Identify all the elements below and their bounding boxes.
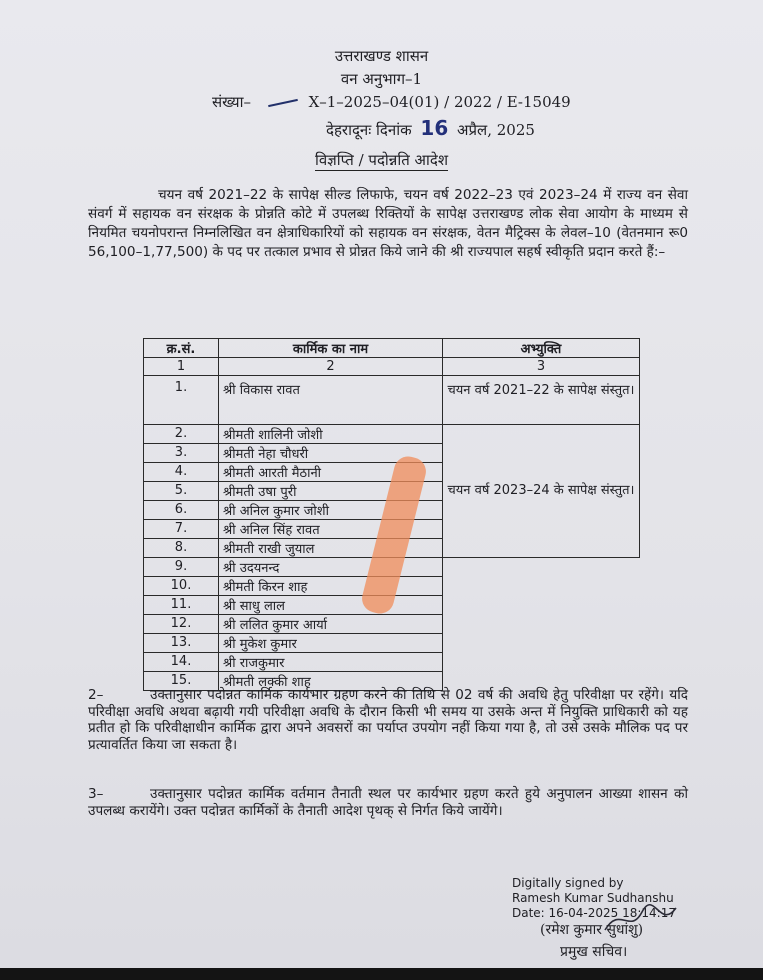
- row-name: श्रीमती नेहा चौधरी: [219, 443, 443, 462]
- row-name: श्री अनिल सिंह रावत: [219, 519, 443, 538]
- row-serial: 9.: [144, 557, 219, 576]
- row-name: श्रीमती शालिनी जोशी: [219, 424, 443, 443]
- row-serial: 8.: [144, 538, 219, 557]
- strike-mark: [268, 99, 298, 107]
- paragraph-2-number: 2–: [88, 687, 104, 703]
- row-serial: 12.: [144, 614, 219, 633]
- row-name: श्री साधु लाल: [219, 595, 443, 614]
- date-line: [326, 116, 535, 140]
- department-name: वन अनुभाग–1: [340, 70, 423, 88]
- row-serial: 15.: [144, 671, 219, 690]
- row-name: श्रीमती आरती मैठानी: [219, 462, 443, 481]
- row-name: श्रीमती किरन शाह: [219, 576, 443, 595]
- reference-number: X–1–2025–04(01) / 2022 / E-15049: [308, 93, 571, 111]
- row-serial: 13.: [144, 633, 219, 652]
- table-row: [144, 375, 640, 424]
- header-remarks: अभ्युक्ति: [443, 339, 640, 358]
- row-serial: 3.: [144, 443, 219, 462]
- row-name: श्री मुकेश कुमार: [219, 633, 443, 652]
- row-serial: 6.: [144, 500, 219, 519]
- table-row: [144, 424, 640, 443]
- signature-line-3: Date: 16-04-2025 18:14:17: [512, 906, 676, 920]
- row-name: श्रीमती लक्की शाह: [219, 671, 443, 690]
- row-name: श्री विकास रावत: [219, 375, 443, 424]
- signature-line-1: Digitally signed by: [512, 876, 624, 890]
- paragraph-3: [88, 786, 688, 819]
- row-name: श्री अनिल कुमार जोशी: [219, 500, 443, 519]
- bottom-bar: [0, 968, 763, 980]
- row-serial: 4.: [144, 462, 219, 481]
- row-serial: 1.: [144, 375, 219, 424]
- row-name: श्रीमती राखी जुयाल: [219, 538, 443, 557]
- table-colnum-row: [144, 358, 640, 376]
- row-name: श्री ललित कुमार आर्या: [219, 614, 443, 633]
- colnum-3: 3: [443, 358, 640, 376]
- order-title: विज्ञप्ति / पदोन्नति आदेश: [314, 151, 449, 169]
- header-name: कार्मिक का नाम: [219, 339, 443, 358]
- paragraph-1: चयन वर्ष 2021–22 के सापेक्ष सील्ड लिफाफे, चयन वर्ष 2022–23 एवं 2023–24 में राज्य वन सेवा संवर्ग में सहायक वन संरक्षक के प्रोन्नति कोटे में उपलब्ध रिक्तियों के सापेक्ष उत्तराखण्ड लोक सेवा आयोग के माध्यम से नियमित चयनोपरान्त निम्नलिखित वन क्षेत्राधिकारियों को सहायक वन संरक्षक, वेतन मैट्रिक्स के लेवल–10 (वेतनमान रू0 56,100–1,77,500) के पद पर तत्काल प्रभाव से प्रोन्नत किये जाने की श्री राज्यपाल सहर्ष स्वीकृति प्रदान करते हैं:–: [88, 187, 688, 260]
- signature-line-2: Ramesh Kumar Sudhanshu: [512, 891, 674, 905]
- date-day-handwritten: 16: [420, 116, 449, 140]
- row-serial: 7.: [144, 519, 219, 538]
- date-prefix: देहरादूनः दिनांक: [326, 121, 412, 139]
- signatory-designation: प्रमुख सचिव।: [560, 944, 628, 960]
- colnum-2: 2: [219, 358, 443, 376]
- paragraph-3-number: 3–: [88, 786, 104, 802]
- row-serial: 5.: [144, 481, 219, 500]
- signatory-name: (रमेश कुमार सुधांशु): [540, 922, 644, 938]
- paragraph-3-text: उक्तानुसार पदोन्नत कार्मिक वर्तमान तैनाती स्थल पर कार्यभार ग्रहण करते हुये अनुपालन आख्या शासन को उपलब्ध करायेंगे। उक्त पदोन्नत कार्मिकों के तैनाती आदेश पृथक् से निर्गत किये जायेंगे।: [88, 786, 688, 819]
- paragraph-2: [88, 687, 688, 753]
- date-suffix: अप्रैल, 2025: [457, 121, 535, 139]
- header-serial: क्र.सं.: [144, 339, 219, 358]
- row-serial: 11.: [144, 595, 219, 614]
- reference-label: संख्या–: [212, 93, 252, 111]
- remark-2023-24: चयन वर्ष 2023–24 के सापेक्ष संस्तुत।: [443, 424, 640, 557]
- colnum-1: 1: [144, 358, 219, 376]
- remark-2021-22: चयन वर्ष 2021–22 के सापेक्ष संस्तुत।: [443, 375, 640, 424]
- paragraph-2-text: उक्तानुसार पदोन्नत कार्मिक कार्यभार ग्रहण करने की तिथि से 02 वर्ष की अवधि हेतु परिवीक्षा पर रहेंगे। यदि परिवीक्षा अवधि अथवा बढ़ायी गयी परिवीक्षा अवधि के दौरान किसी भी समय या उसके अन्त में नियुक्ति प्राधिकारी को यह प्रतीत हो कि परिवीक्षाधीन कार्मिक द्वारा अपने अवसरों का पर्याप्त उपयोग नहीं किया गया है, तो उसे उसके मौलिक पद पर प्रत्यावर्तित किया जा सकता है।: [88, 687, 688, 753]
- row-serial: 10.: [144, 576, 219, 595]
- row-serial: 14.: [144, 652, 219, 671]
- row-name: श्रीमती उषा पुरी: [219, 481, 443, 500]
- government-name: उत्तराखण्ड शासन: [334, 47, 429, 65]
- row-name: श्री उदयनन्द: [219, 557, 443, 576]
- reference-line: [212, 92, 571, 112]
- row-name: श्री राजकुमार: [219, 652, 443, 671]
- row-serial: 2.: [144, 424, 219, 443]
- table-header-row: [144, 339, 640, 358]
- remark-empty: [443, 557, 640, 690]
